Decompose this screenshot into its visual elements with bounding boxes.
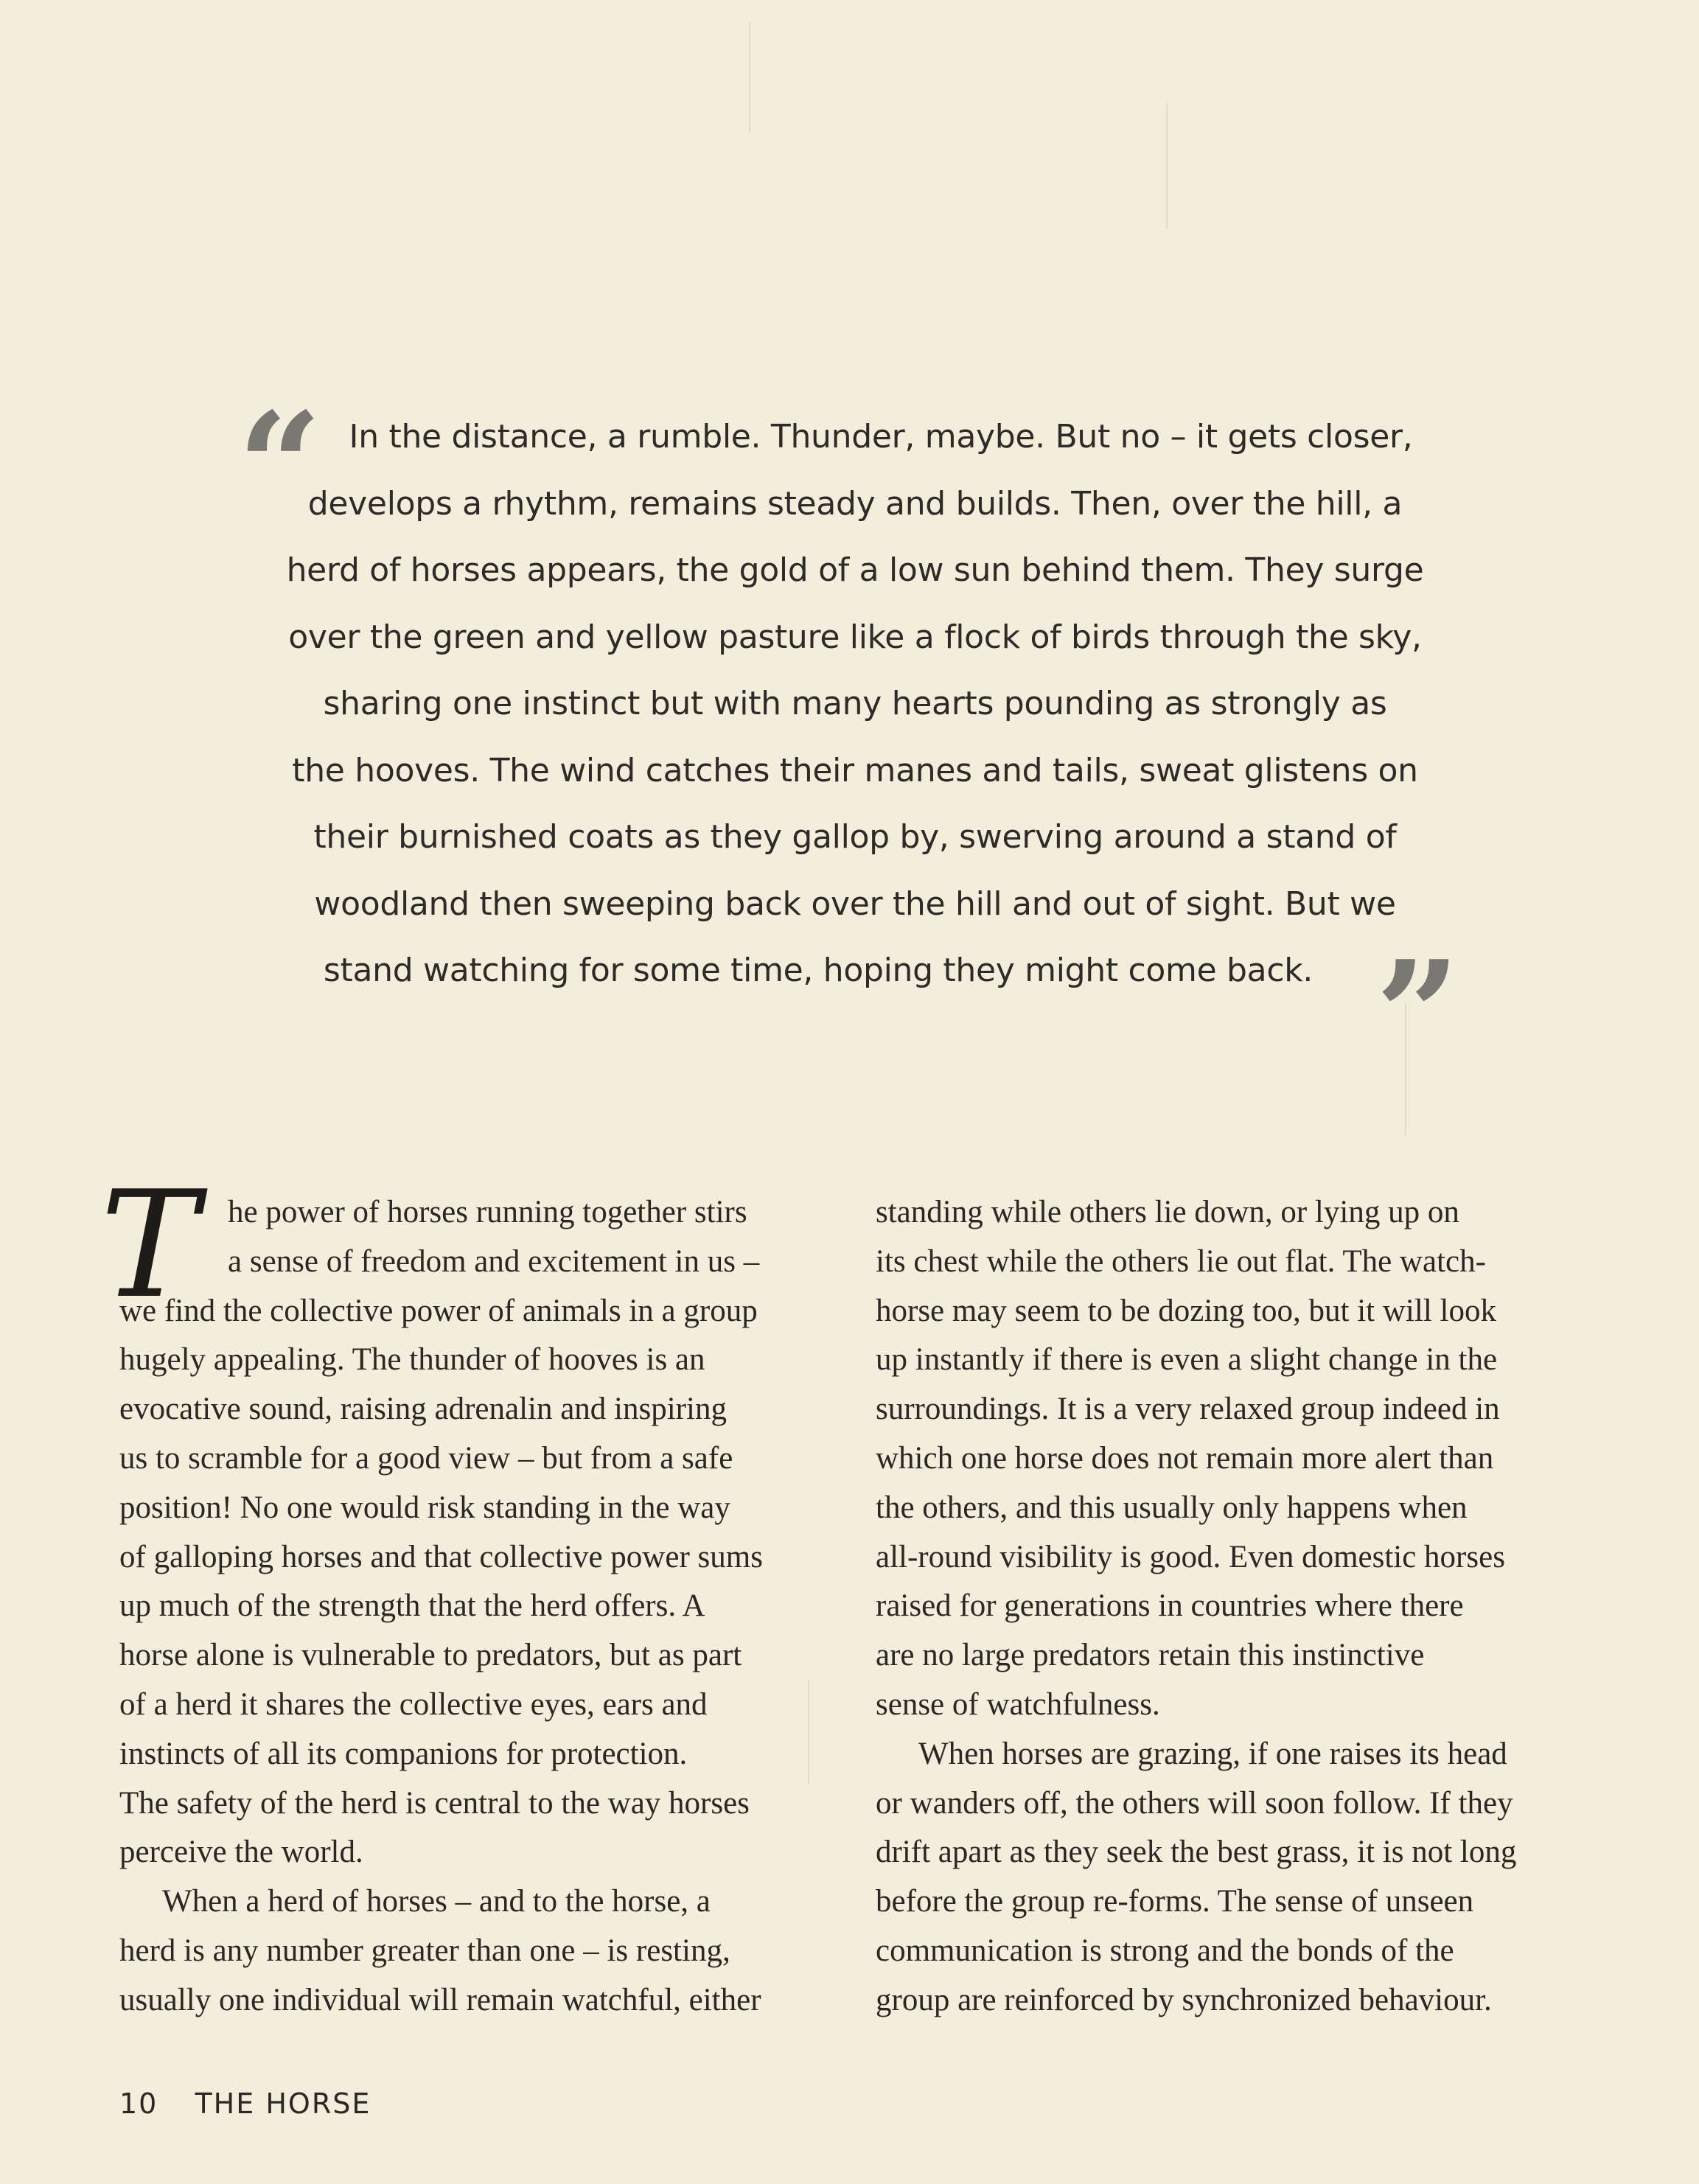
paper-crease [1166, 103, 1168, 228]
body-line: or wanders off, the others will soon follow. If they [876, 1785, 1513, 1821]
body-line: before the group re-forms. The sense of unseen [876, 1884, 1474, 1919]
body-line: sense of watchfulness. [876, 1686, 1160, 1722]
body-column-left [119, 1188, 827, 2026]
pull-quote-line: sharing one instinct but with many hearts pounding as strongly as [323, 685, 1387, 722]
body-line: instincts of all its companions for protection. [119, 1736, 688, 1771]
body-line: its chest while the others lie out flat. The watch- [876, 1243, 1486, 1279]
pull-quote-line: woodland then sweeping back over the hill and out of sight. But we [314, 885, 1396, 923]
body-line: horse alone is vulnerable to predators, but as part [119, 1638, 742, 1673]
pull-quote-line: over the green and yellow pasture like a flock of birds through the sky, [288, 618, 1422, 656]
body-line: which one horse does not remain more alert than [876, 1440, 1494, 1476]
body-line: raised for generations in countries where there [876, 1588, 1464, 1624]
pull-quote-line: In the distance, a rumble. Thunder, maybe. But no – it gets closer, [349, 418, 1413, 456]
pull-quote-line: stand watching for some time, hoping they might come back. [323, 952, 1314, 989]
pull-quote-line: the hooves. The wind catches their manes and tails, sweat glistens on [292, 751, 1418, 789]
body-line: communication is strong and the bonds of the [876, 1933, 1454, 1968]
body-line: of galloping horses and that collective power sums [119, 1539, 763, 1574]
close-quote-mark: ” [1375, 929, 1461, 1102]
body-line: a sense of freedom and excitement in us – [228, 1243, 760, 1279]
body-line: the others, and this usually only happens when [876, 1490, 1468, 1525]
body-line: standing while others lie down, or lying up on [876, 1195, 1459, 1229]
body-line: position! No one would risk standing in the way [119, 1490, 730, 1525]
pull-quote [236, 404, 1474, 1005]
body-line: all-round visibility is good. Even domestic horses [876, 1539, 1505, 1574]
body-line: are no large predators retain this instinctive [876, 1638, 1425, 1673]
body-line: surroundings. It is a very relaxed group indeed in [876, 1392, 1500, 1427]
page-footer [119, 2087, 371, 2120]
body-line: we find the collective power of animals in a group [119, 1293, 758, 1328]
body-line: he power of horses running together stirs [228, 1195, 747, 1229]
open-quote-mark: “ [237, 380, 323, 554]
body-line: evocative sound, raising adrenalin and inspiring [119, 1392, 727, 1427]
body-line: When horses are grazing, if one raises its head [918, 1736, 1507, 1771]
body-line: up instantly if there is even a slight change in the [876, 1342, 1498, 1378]
body-line: up much of the strength that the herd offers. A [119, 1588, 705, 1624]
body-line: When a herd of horses – and to the horse, a [162, 1884, 711, 1919]
body-line: horse may seem to be dozing too, but it will look [876, 1293, 1496, 1328]
running-title: THE HORSE [195, 2087, 371, 2120]
body-line: group are reinforced by synchronized behaviour. [876, 1982, 1492, 2017]
pull-quote-line: develops a rhythm, remains steady and builds. Then, over the hill, a [307, 484, 1403, 523]
page-number: 10 [119, 2087, 158, 2120]
pull-quote-line: their burnished coats as they gallop by, swerving around a stand of [313, 818, 1397, 856]
body-line: usually one individual will remain watchful, either [119, 1982, 761, 2017]
body-line: perceive the world. [119, 1835, 363, 1870]
body-line: The safety of the herd is central to the way horses [119, 1785, 750, 1821]
body-line: hugely appealing. The thunder of hooves is an [119, 1342, 705, 1378]
body-column-right [876, 1188, 1583, 2026]
body-line: of a herd it shares the collective eyes, ears and [119, 1686, 708, 1722]
pull-quote-line: herd of horses appears, the gold of a low sun behind them. They surge [286, 551, 1424, 589]
body-line: drift apart as they seek the best grass, it is not long [876, 1835, 1517, 1870]
body-line: herd is any number greater than one – is resting, [119, 1933, 730, 1968]
drop-cap: T [100, 1159, 199, 1331]
paper-crease [749, 22, 750, 133]
body-line: us to scramble for a good view – but from a safe [119, 1440, 733, 1476]
